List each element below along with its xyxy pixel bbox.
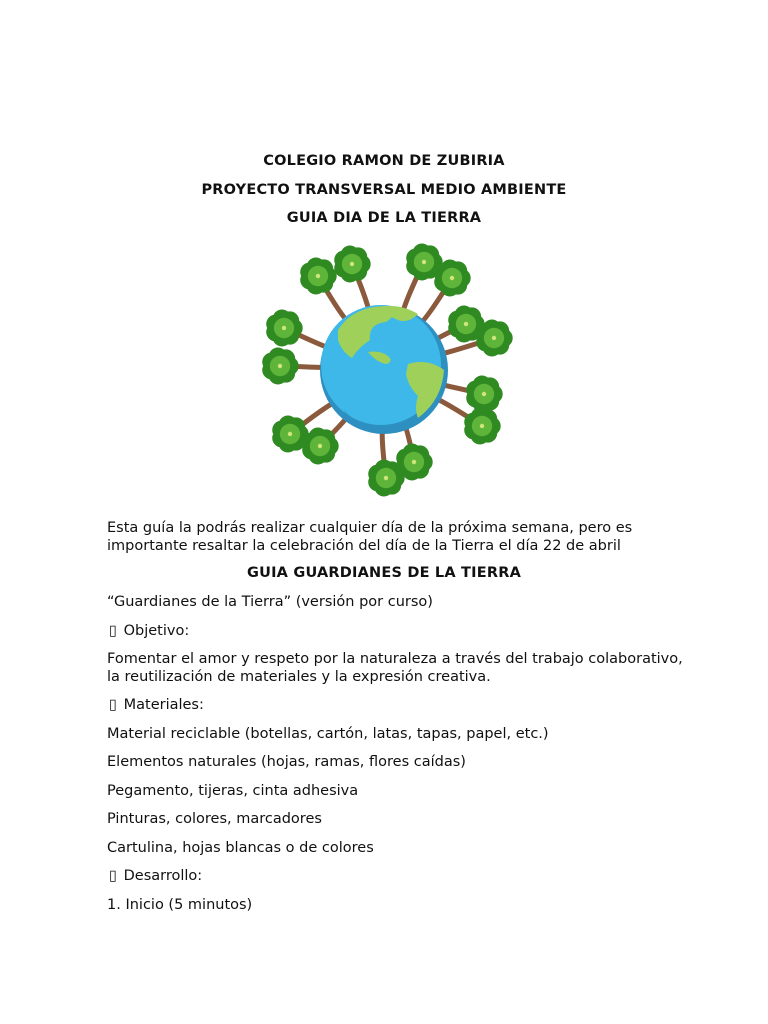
subtitle: “Guardianes de la Tierra” (versión por curso): [107, 594, 433, 610]
development-label: Desarrollo:: [119, 868, 203, 884]
development-icon: ▯: [109, 868, 117, 884]
materials-label: Materiales:: [119, 697, 204, 713]
materials-heading: [107, 696, 687, 714]
material-item: Cartulina, hojas blancas o de colores: [107, 840, 374, 856]
objective-heading: [107, 622, 687, 640]
tree-crown: [466, 376, 502, 413]
tree-crown: [464, 408, 500, 445]
material-item: Elementos naturales (hojas, ramas, flores caídas): [107, 754, 466, 770]
objective-text: Fomentar el amor y respeto por la naturaleza a través del trabajo colaborativo, la reutilización de materiales y la expresión creativa.: [107, 651, 683, 685]
material-item: Pegamento, tijeras, cinta adhesiva: [107, 783, 359, 799]
materials-icon: ▯: [109, 697, 117, 713]
step-item: 1. Inicio (5 minutos): [107, 897, 253, 913]
section-title: GUIA GUARDIANES DE LA TIERRA: [247, 565, 521, 581]
development-heading: [107, 867, 687, 885]
objective-icon: ▯: [109, 623, 117, 639]
material-item: Material reciclable (botellas, cartón, latas, tapas, papel, etc.): [107, 726, 549, 742]
tree-crown: [334, 246, 370, 283]
earth-with-trees-icon: [248, 240, 520, 504]
tree-crown: [300, 258, 336, 295]
tree-crown: [262, 348, 298, 385]
material-item: Pinturas, colores, marcadores: [107, 811, 322, 827]
school-name: COLEGIO RAMON DE ZUBIRIA: [263, 153, 505, 169]
tree-crown: [266, 310, 302, 347]
project-title: PROYECTO TRANSVERSAL MEDIO AMBIENTE: [201, 182, 567, 198]
intro-paragraph: Esta guía la podrás realizar cualquier día de la próxima semana, pero es importante resaltar la celebración del día de la Tierra el día 22 de abril: [107, 520, 633, 554]
guide-title: GUIA DIA DE LA TIERRA: [286, 210, 482, 226]
objective-label: Objetivo:: [119, 623, 190, 639]
